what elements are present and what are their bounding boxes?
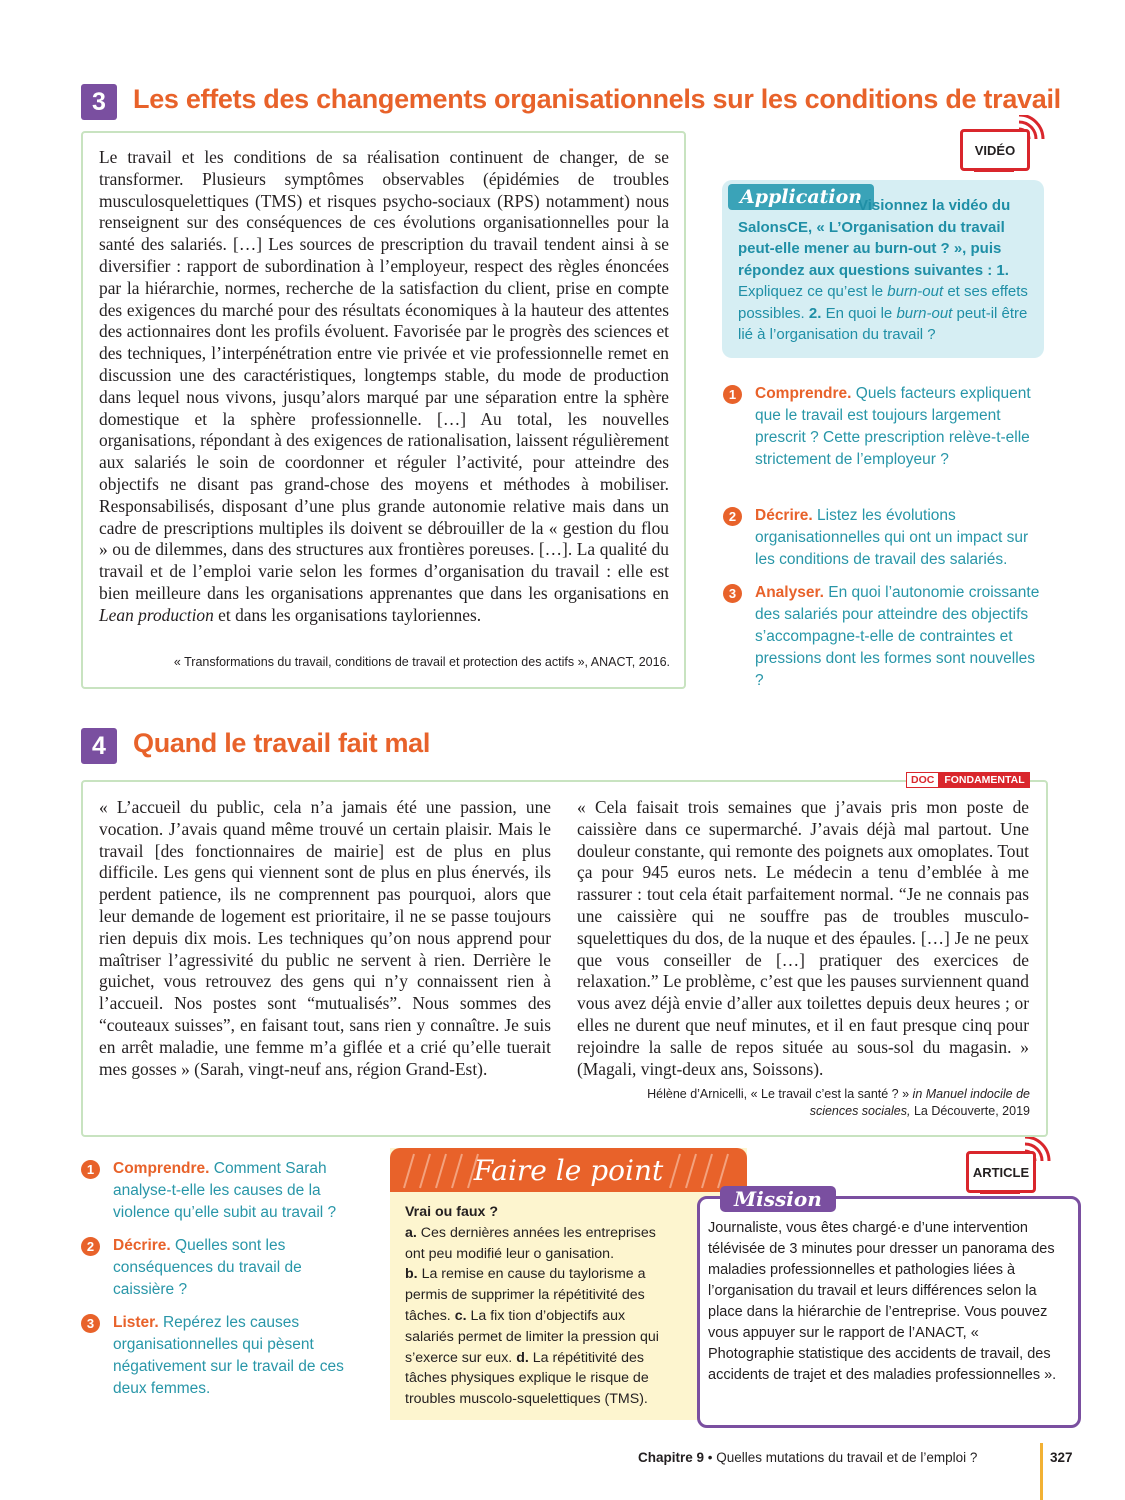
question-number: 1 xyxy=(81,1160,100,1179)
mission-tag: Mission xyxy=(720,1186,836,1212)
question-number: 3 xyxy=(81,1314,100,1333)
application-tag: Application xyxy=(728,184,874,210)
question-number: 2 xyxy=(723,507,742,526)
video-icon[interactable] xyxy=(960,115,1050,177)
faire-le-point-title: Faire le point xyxy=(473,1153,664,1187)
testimony-sarah: « L’accueil du public, cela n’a jamais été une passion, une vocation. J’avais quand même trouvé un certain plaisir. Mais le travail [des fonctionnaires de mairie] est de plus en plus difficile. Les gens qui viennent sont de plus en plus énervés, ils perdent patience, ils ne comprennent pas pourquoi, alors que leur demande de logement est prioritaire, il ne se passe toujours rien depuis dix mois. Les techniques qu’on nous apprend pour maîtriser l’agressivité du public ne servent à rien. Derrière le guichet, vous retrouvez des gens qui n’y connaissent rien à l’accueil. Nos postes sont “mutualisés”. Nous sommes des “couteaux suisses”, en faisant tout, sans rien y connaître. Je suis en arrêt maladie, une femme m’a giflée et a crié qu’elle tuerait mes gosses » (Sarah, vingt-neuf ans, région Grand-Est). xyxy=(99,797,551,1079)
application-box xyxy=(722,180,1044,358)
mission-text: Journaliste, vous êtes chargé·e d’une intervention télévisée de 3 minutes pour dresser un panorama des maladies professionnelles et pathologies liées à l’organisation du travail et leurs différences selon la place dans la hiérarchie de l’entreprise. Vous pouvez vous appuyer sur le rapport de l’ANACT, « Photographie statistique des accidents de travail, des accidents de trajet et des maladies professionnelles ». xyxy=(708,1220,1057,1383)
question: Comprendre. Comment Sarah analyse-t-elle les causes de la violence qu’elle subit au travail ? xyxy=(113,1160,337,1221)
question-number: 2 xyxy=(81,1237,100,1256)
footer-bar xyxy=(1040,1443,1043,1500)
question: Comprendre. Quels facteurs expliquent que le travail est toujours largement prescrit ? Cette prescription relève-t-elle strictement de l’employeur ? xyxy=(755,385,1031,468)
question-number: 1 xyxy=(723,385,742,404)
application-text: Visionnez la vidéo du SalonsCE, « L’Organisation du travail peut-elle mener au burn-out ? », puis répondez aux questions suivantes : 1. Expliquez ce qu’est le burn-out et ses effets possibles. 2. En quoi le burn-out peut-il être lié à l’organisation du travail ? xyxy=(738,197,1028,343)
faire-le-point-header xyxy=(390,1148,747,1192)
question: Lister. Repérez les causes organisationnelles qui pèsent négativement sur le travail de ces deux femmes. xyxy=(113,1314,344,1397)
testimony-magali: « Cela faisait trois semaines que j’avais pris mon poste de caissière dans ce supermarché. J’avais déjà mal partout. Une douleur constante, qui remonte des poignets aux omoplates. Tout ça pour 945 euros nets. Le médecin a tenu d’emblée à me rassurer : tout cela était parfaitement normal. “Je ne connais pas une caissière qui ne souffre pas de troubles musculo-squelettiques du dos, de la nuque et des épaules. […] Je ne peux que vous conseiller de […] pratiquer des exercices de relaxation.” Le problème, c’est que les pauses surviennent quand vous avez déjà envie d’aller aux toilettes depuis deux heures ; or elles ne durent que neuf minutes, et il en faut presque cinq pour rejoindre la salle de repos située au sous-sol du magasin. » (Magali, vingt-deux ans, Soissons). xyxy=(577,797,1029,1079)
question: Décrire. Quelles sont les conséquences du travail de caissière ? xyxy=(113,1237,302,1298)
document-text: Le travail et les conditions de sa réalisation continuent de changer, de se transformer. Plusieurs symptômes observables (épidémies de troubles musculosquelettiques (TMS) et risques psycho-sociaux (RPS) notamment) nous renseignent sur des conséquences de ces évolutions organisationnelles pour la santé des salariés. […] Les sources de prescription du travail tendent ainsi à se diversifier : rapport de subordination à l’employeur, respect des règles énoncées par la hiérarchie, normes, recherche de la satisfaction du client, prise en compte des exigences du marché pour des résultats économiques à la hauteur des attentes des actionnaires dont les profils évoluent. Favorisée par le progrès des sciences et des techniques, l’interpénétration entre vie privée et vie professionnelle remet en discussion une des caractéristiques, longtemps stable, du mode de production dans lequel nous vivons, jusqu’alors marqué par une séparation entre la sphère domestique et la sphère professionnelle. […] Au total, les nouvelles organisations, répondant à des exigences de rationalisation, laissent régulièrement aux salariés le soin de coordonner et réguler l’activité, pour atteindre des objectifs ne disant pas grand-chose des moyens et méthodes à mobiliser. Responsabilisés, disposant d’une plus grande autonomie relative mais dans un cadre de prescriptions multiples ils doivent se débrouiller de la « gestion du flou » ou de dilemmes, dans des structures aux frontières poreuses. […]. La qualité du travail et de l’emploi varie selon les formes d’organisation du travail : elle est bien meilleure dans les organisations apprenantes que dans les organisations en Lean production et dans les organisations tayloriennes. xyxy=(99,147,669,625)
doc-fondamental-badge: DOC FONDAMENTAL xyxy=(906,772,1030,788)
document-source: « Transformations du travail, conditions de travail et protection des actifs », ANACT, 2016. xyxy=(173,655,670,669)
article-label: ARTICLE xyxy=(966,1151,1036,1193)
document-source: Hélène d’Arnicelli, « Le travail c’est la santé ? » in Manuel indocile de sciences sociales, La Découverte, 2019 xyxy=(647,1087,1030,1118)
faire-le-point-text: Vrai ou faux ? a. Ces dernières années les entreprises ont peu modifié leur o ganisation. b. La remise en cause du taylorisme a permis de supprimer la répétitivité des tâches. c. La fix tion d’objectifs aux salariés permet de limiter la pression qui s’exerce sur eux. d. La répétitivité des tâches physiques explique le risque de troubles muscolo-squelettiques (TMS). xyxy=(405,1204,659,1408)
video-label: VIDÉO xyxy=(960,129,1030,171)
section-number: 3 xyxy=(81,84,117,120)
section-title: Quand le travail fait mal xyxy=(133,728,431,758)
article-stand xyxy=(980,1190,1020,1194)
video-stand xyxy=(974,168,1014,172)
document-box xyxy=(81,131,686,689)
question: Décrire. Listez les évolutions organisationnelles qui ont un impact sur les conditions de travail des salariés. xyxy=(755,507,1029,568)
document-box xyxy=(81,774,1048,1137)
question-number: 3 xyxy=(723,584,742,603)
question: Analyser. En quoi l’autonomie croissante des salariés pour atteindre des objectifs s’accompagne-t-elle de contraintes et pressions dont les formes sont nouvelles ? xyxy=(755,584,1040,689)
section-number: 4 xyxy=(81,728,117,764)
article-icon[interactable] xyxy=(966,1137,1056,1199)
page-number: 327 xyxy=(1050,1450,1073,1465)
footer-chapter: Chapitre 9 • Quelles mutations du travail et de l’emploi ? xyxy=(638,1450,978,1465)
section-title: Les effets des changements organisationnels sur les conditions de travail xyxy=(133,84,1061,114)
